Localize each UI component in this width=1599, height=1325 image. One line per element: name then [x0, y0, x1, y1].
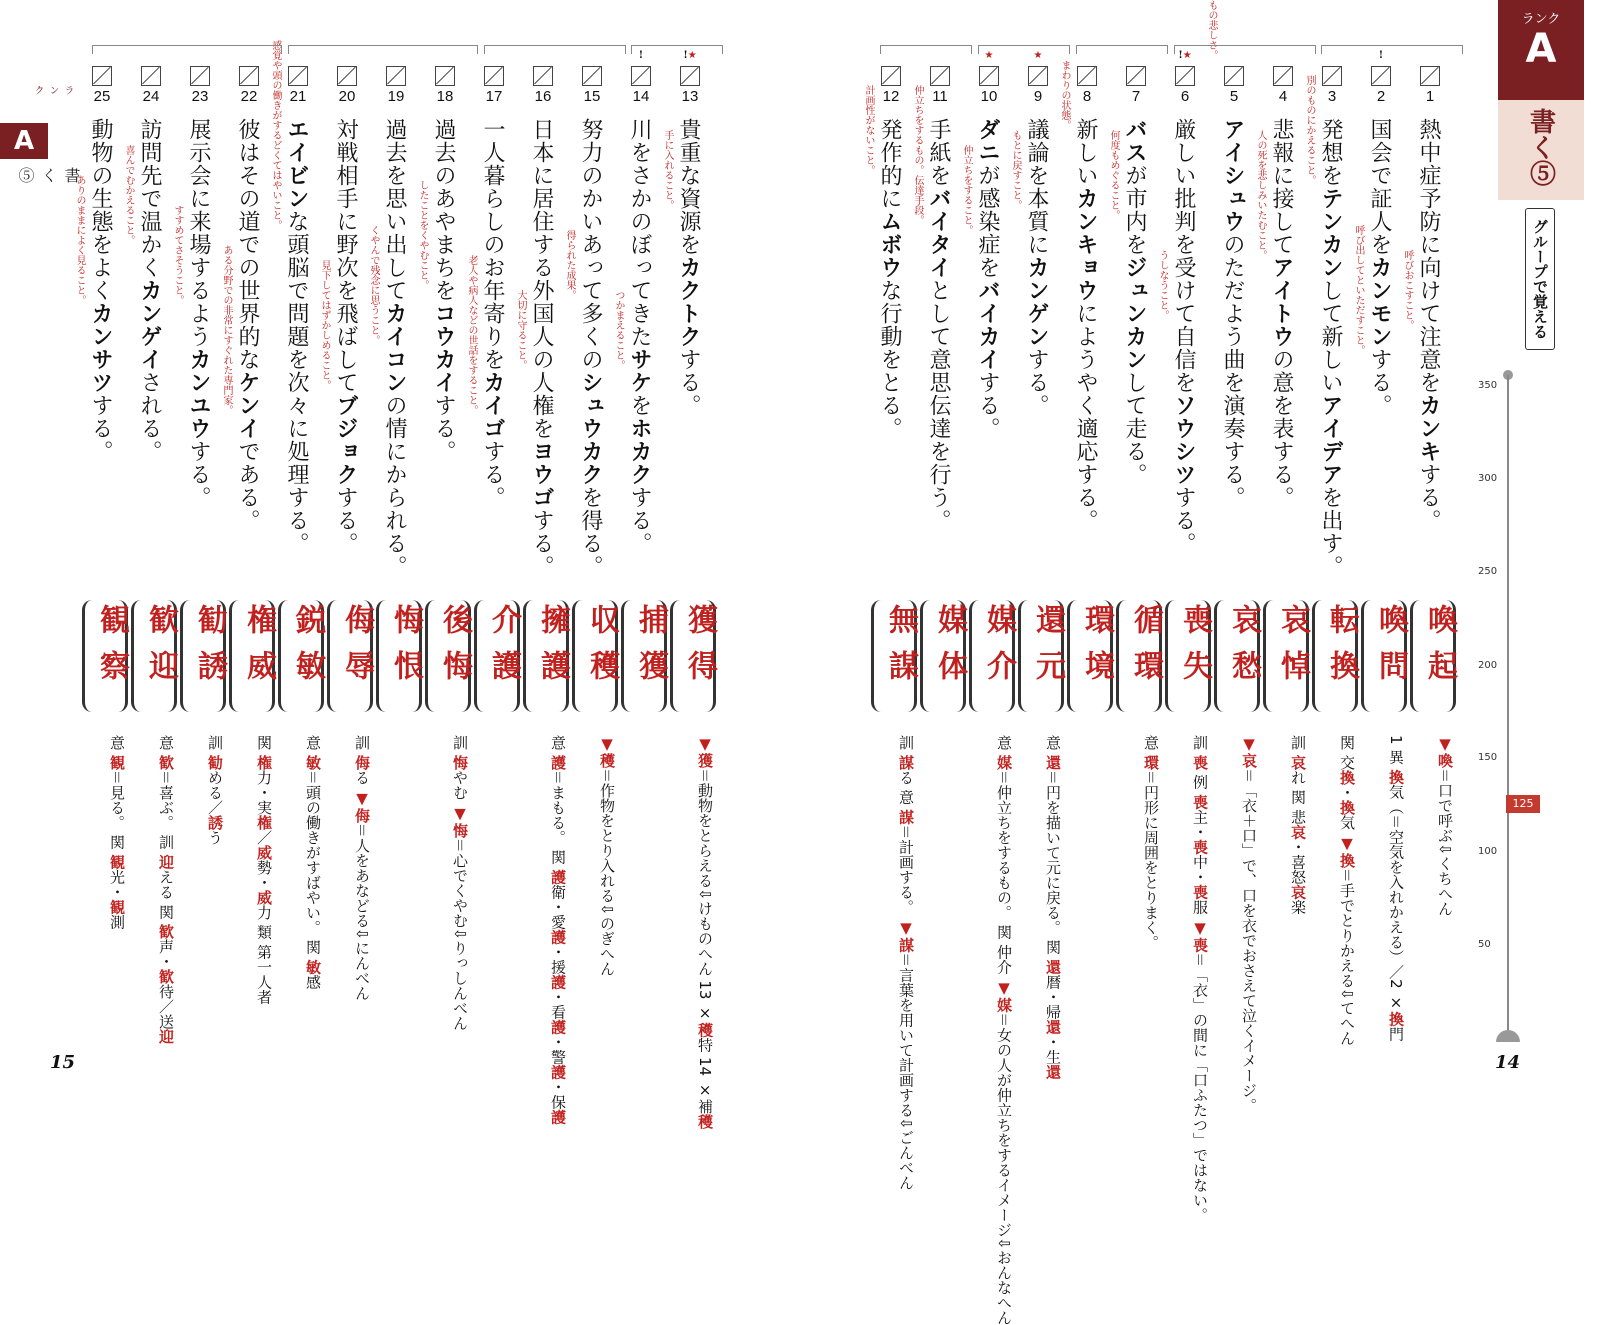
explanation: ▼喚＝口で呼ぶ⇩くちへん: [1436, 735, 1454, 916]
gauge-base: [1496, 1030, 1520, 1042]
question-sentence: 訪問先で温かくカンゲイされる。: [137, 118, 162, 463]
gauge-marker: 125: [1506, 795, 1540, 813]
meaning-note: 大切に守ること。: [515, 290, 526, 370]
gauge-tick: 100: [1478, 846, 1498, 857]
meaning-note: 呼び出してといただすこと。: [1353, 225, 1364, 355]
answer-kanji: 循環: [1128, 604, 1163, 696]
meaning-note: 人の死を悲しみいたむこと。: [1255, 130, 1266, 260]
meaning-note: 感覚や頭の働きがするどくてはやいこと。: [270, 40, 281, 230]
question-number: 15: [583, 88, 601, 105]
question-sentence: 日本に居住する外国人の人権をヨウゴする。: [529, 118, 554, 578]
explanation: 意 護＝まもる。 関 護衛・愛護・援護・看護・警護・保護: [549, 735, 567, 1125]
question-sentence: ダニが感染症をバイカイする。: [975, 118, 1000, 440]
check-box[interactable]: [582, 66, 602, 86]
question-number: 23: [191, 88, 209, 105]
explanation: ▼穫＝作物をとり入れる⇩のぎへん: [598, 735, 616, 976]
question-number: 5: [1229, 88, 1239, 105]
question-sentence: 努力のかいあって多くのシュウカクを得る。: [578, 118, 603, 578]
left-page: [0, 0, 800, 1137]
check-box[interactable]: [239, 66, 259, 86]
question-number: 12: [882, 88, 900, 105]
gauge-tick: 300: [1478, 473, 1498, 484]
question-number: 4: [1278, 88, 1288, 105]
question-sentence: 厳しい批判を受けて自信をソウシツする。: [1171, 118, 1196, 555]
check-box[interactable]: [1224, 66, 1244, 86]
group-bracket-line: [1076, 45, 1168, 54]
right-page: [800, 0, 1599, 1325]
meaning-note: 別のものにかえること。: [1304, 75, 1315, 185]
question-number: 10: [980, 88, 998, 105]
check-box[interactable]: [1077, 66, 1097, 86]
check-box[interactable]: [337, 66, 357, 86]
check-box[interactable]: [1126, 66, 1146, 86]
check-box[interactable]: [881, 66, 901, 86]
meaning-note: 呼びおこすこと。: [1402, 250, 1413, 330]
answer-kanji: 侮辱: [339, 604, 374, 696]
check-box[interactable]: [1371, 66, 1391, 86]
answer-kanji: 獲得: [682, 604, 717, 696]
explanation: 訓 喪 例 喪主・喪中・喪服 ▼喪＝「衣」の間に「口ふたつ」ではない。: [1191, 735, 1209, 1223]
explanation: 訓 侮る ▼侮＝人をあなどる⇩にんべん: [353, 735, 371, 1001]
group-bracket-line: [1174, 45, 1316, 54]
explanation: 意 敏＝頭の働きがすばやい。 関 敏感: [304, 735, 322, 990]
question-sentence: 対戦相手に野次を飛ばしてブジョクする。: [333, 118, 358, 555]
question-sentence: 熱中症予防に向けて注意をカンキする。: [1416, 118, 1441, 532]
check-box[interactable]: [680, 66, 700, 86]
question-number: 13: [681, 88, 699, 105]
question-number: 19: [387, 88, 405, 105]
question-sentence: 発作的にムボウな行動をとる。: [877, 118, 902, 440]
meaning-note: 仲立ちをするもの。伝達手段。: [912, 85, 923, 225]
explanation: 関 権力・実権／威勢・威力 類 第一人者: [255, 735, 273, 1005]
question-number: 6: [1180, 88, 1190, 105]
question-sentence: 議論を本質にカンゲンする。: [1024, 118, 1049, 417]
check-box[interactable]: [288, 66, 308, 86]
question-number: 24: [142, 88, 160, 105]
answer-kanji: 後悔: [437, 604, 472, 696]
meaning-note: 見下してはずかしめること。: [319, 260, 330, 390]
group-bracket-line: [1321, 45, 1463, 54]
group-bracket-line: [880, 45, 972, 54]
meaning-note: つかまえること。: [613, 290, 624, 370]
question-sentence: 国会で証人をカンモンする。: [1367, 118, 1392, 417]
question-number: 21: [289, 88, 307, 105]
check-box[interactable]: [435, 66, 455, 86]
question-sentence: 貴重な資源をカクトクする。: [676, 118, 701, 417]
meaning-note: 老人や病人などの世話をすること。: [466, 255, 477, 415]
exclamation-icon: !: [1178, 50, 1183, 61]
question-number: 16: [534, 88, 552, 105]
check-box[interactable]: [1175, 66, 1195, 86]
meaning-note: すすめてさそうこと。: [172, 205, 183, 305]
question-sentence: アイシュウのただよう曲を演奏する。: [1220, 118, 1245, 509]
question-number: 18: [436, 88, 454, 105]
answer-kanji: 媒介: [981, 604, 1016, 696]
section-title: 書く⑤: [1525, 108, 1556, 186]
rank-label: ランク: [1521, 12, 1561, 27]
question-sentence: 発想をテンカンして新しいアイデアを出す。: [1318, 118, 1343, 578]
explanation: 意 観＝見る。 関 観光・観測: [108, 735, 126, 930]
group-bracket-line: [288, 45, 478, 54]
answer-kanji: 喪失: [1177, 604, 1212, 696]
check-box[interactable]: [1028, 66, 1048, 86]
exclamation-icon: !: [638, 50, 644, 61]
question-sentence: 彼はその道での世界的なケンイである。: [235, 118, 260, 532]
check-box[interactable]: [92, 66, 112, 86]
progress-gauge: [1507, 375, 1509, 1030]
explanation: ▼哀＝「衣＋口」で、口を衣でおさえて泣くイメージ。: [1240, 735, 1258, 1114]
meaning-note: したことをくやむこと。: [417, 180, 428, 290]
gauge-tick: 350: [1478, 380, 1498, 391]
question-sentence: 一人暮らしのお年寄りをカイゴする。: [480, 118, 505, 509]
explanation: 訓 謀る 意 謀＝計画する。 ▼謀＝言葉を用いて計画する⇩ごんべん: [897, 735, 915, 1190]
meaning-note: 何度もめぐること。: [1108, 130, 1119, 220]
answer-kanji: 権威: [241, 604, 276, 696]
meaning-note: ありのままによく見ること。: [74, 175, 85, 305]
gauge-tick: 50: [1478, 939, 1491, 950]
question-number: 25: [93, 88, 111, 105]
star-icon: ★: [1033, 50, 1043, 61]
explanation: 意 歓＝喜ぶ。 訓 迎える 関 歓声・歓待／送迎: [157, 735, 175, 1044]
explanation: 意 還＝円を描いて元に戻る。 関 還暦・帰還・生還: [1044, 735, 1062, 1080]
exclamation-icon: !: [683, 50, 688, 61]
answer-kanji: 媒体: [932, 604, 967, 696]
meaning-note: ある分野での非常にすぐれた専門家。: [221, 245, 232, 415]
question-number: 14: [632, 88, 650, 105]
question-sentence: 動物の生態をよくカンサツする。: [88, 118, 113, 463]
meaning-note: 喜んでむかえること。: [123, 145, 134, 245]
answer-kanji: 喚問: [1373, 604, 1408, 696]
check-box[interactable]: [533, 66, 553, 86]
question-number: 7: [1131, 88, 1141, 105]
group-bracket-line: [978, 45, 1070, 54]
gauge-tick: 150: [1478, 752, 1498, 763]
check-box[interactable]: [1420, 66, 1440, 86]
question-number: 2: [1376, 88, 1386, 105]
page-number: 15: [50, 1052, 76, 1073]
answer-kanji: 無謀: [883, 604, 918, 696]
rank-letter: A: [1525, 26, 1557, 72]
question-number: 1: [1425, 88, 1435, 105]
question-number: 17: [485, 88, 503, 105]
question-sentence: 手紙をバイタイとして意思伝達を行う。: [926, 118, 951, 532]
group-label: グループで覚える: [1525, 208, 1555, 350]
answer-kanji: 勧誘: [192, 604, 227, 696]
question-sentence: 過去のあやまちをコウカイする。: [431, 118, 456, 463]
answer-kanji: 観察: [94, 604, 129, 696]
answer-kanji: 収穫: [584, 604, 619, 696]
question-number: 8: [1082, 88, 1092, 105]
answer-kanji: 転換: [1324, 604, 1359, 696]
meaning-note: まわりの状態。: [1059, 60, 1070, 130]
explanation: 意 媒＝仲立ちをするもの。 関 仲介 ▼媒＝女の人が仲立ちをするイメージ⇩おんなへん: [995, 735, 1013, 1325]
meaning-note: 手に入れること。: [662, 130, 673, 210]
check-box[interactable]: [1322, 66, 1342, 86]
meaning-note: うしなうこと。: [1157, 250, 1168, 320]
check-box[interactable]: [979, 66, 999, 86]
question-sentence: 過去を思い出してカイコンの情にかられる。: [382, 118, 407, 578]
question-number: 20: [338, 88, 356, 105]
group-bracket-line: [92, 45, 282, 54]
explanation: 訓 悔やむ ▼悔＝心でくやむ⇩りっしんべん: [451, 735, 469, 1031]
gauge-tick: 200: [1478, 660, 1498, 671]
star-icon: ★: [1182, 50, 1192, 61]
answer-kanji: 捕獲: [633, 604, 668, 696]
answer-kanji: 喚起: [1422, 604, 1457, 696]
check-box[interactable]: [386, 66, 406, 86]
question-sentence: エイビンな頭脳で問題を次々に処理する。: [284, 118, 309, 555]
explanation: 訓 哀れ 関 悲哀・喜怒哀楽: [1289, 735, 1307, 915]
question-sentence: 展示会に来場するようカンユウする。: [186, 118, 211, 509]
check-box[interactable]: [631, 66, 651, 86]
rank-header: [1498, 0, 1584, 100]
question-number: 3: [1327, 88, 1337, 105]
group-bracket-line: [484, 45, 626, 54]
explanation: 関 交換・換気 ▼換＝手でとりかえる⇩てへん: [1338, 735, 1356, 1046]
explanation: ▼獲＝動物をとらえる⇩けものへん 13 ×穫特 14 ×補穫: [696, 735, 714, 1129]
meaning-note: 計画性がないこと。: [863, 85, 874, 175]
answer-kanji: 歓迎: [143, 604, 178, 696]
rank-tab: [1498, 0, 1584, 200]
question-sentence: 川をさかのぼってきたサケをホカクする。: [627, 118, 652, 555]
meaning-note: くやんで残念に思うこと。: [368, 225, 379, 345]
meaning-note: もの悲しさ。: [1206, 0, 1217, 60]
explanation: 訓 勧める／誘う: [206, 735, 224, 845]
answer-kanji: 哀悼: [1275, 604, 1310, 696]
check-box[interactable]: [141, 66, 161, 86]
star-icon: ★: [687, 50, 697, 61]
check-box[interactable]: [484, 66, 504, 86]
meaning-note: 得られた成果。: [564, 230, 575, 300]
question-number: 9: [1033, 88, 1043, 105]
mini-rank-letter: A: [0, 123, 48, 159]
answer-kanji: 悔恨: [388, 604, 423, 696]
section-title-box: [1498, 100, 1584, 200]
answer-kanji: 哀愁: [1226, 604, 1261, 696]
answer-kanji: 鋭敏: [290, 604, 325, 696]
question-sentence: 新しいカンキョウにようやく適応する。: [1073, 118, 1098, 532]
answer-kanji: 環境: [1079, 604, 1114, 696]
answer-kanji: 還元: [1030, 604, 1065, 696]
mini-section-title: 書く⑤: [16, 167, 81, 183]
question-sentence: 悲報に接してアイトウの意を表する。: [1269, 118, 1294, 509]
mini-rank-label: ランク: [32, 85, 73, 95]
exclamation-icon: !: [1378, 50, 1384, 61]
check-box[interactable]: [930, 66, 950, 86]
explanation: 1 異 換気（＝空気を入れかえる）／2 ×換門: [1387, 735, 1405, 1042]
question-number: 22: [240, 88, 258, 105]
meaning-note: もとに戻すこと。: [1010, 130, 1021, 210]
check-box[interactable]: [1273, 66, 1293, 86]
answer-kanji: 擁護: [535, 604, 570, 696]
explanation: 意 環＝円形に周囲をとりまく。: [1142, 735, 1160, 950]
meaning-note: 仲立ちをすること。: [961, 145, 972, 235]
answer-kanji: 介護: [486, 604, 521, 696]
page-number: 14: [1495, 1052, 1521, 1073]
gauge-tick: 250: [1478, 566, 1498, 577]
group-bracket-line: [631, 45, 723, 54]
question-number: 11: [932, 88, 948, 105]
question-sentence: バスが市内をジュンカンして走る。: [1122, 118, 1147, 486]
star-icon: ★: [984, 50, 994, 61]
check-box[interactable]: [190, 66, 210, 86]
